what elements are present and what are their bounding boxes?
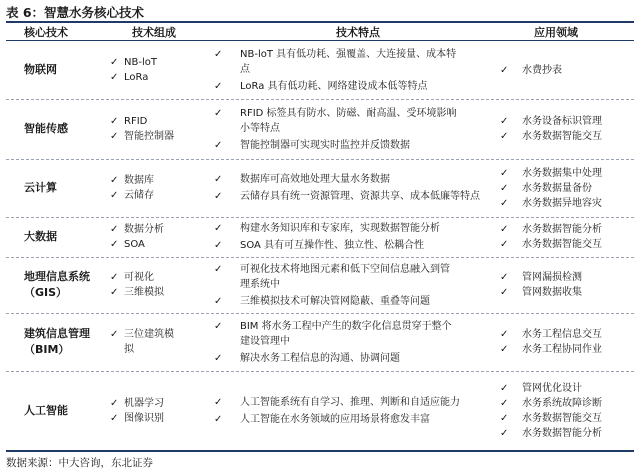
check-icon: ✓ bbox=[110, 116, 119, 127]
component-label: 智能控制器 bbox=[124, 131, 174, 142]
check-icon: ✓ bbox=[110, 175, 119, 186]
check-icon: ✓ bbox=[500, 344, 509, 355]
check-icon: ✓ bbox=[214, 48, 223, 60]
application-label: 水务数据异地容灾 bbox=[522, 197, 602, 209]
header-applications: 应用领域 bbox=[534, 26, 578, 39]
check-icon: ✓ bbox=[110, 190, 119, 201]
check-icon: ✓ bbox=[500, 197, 509, 209]
check-icon: ✓ bbox=[110, 398, 119, 409]
feature-text: 小等特点 bbox=[240, 122, 280, 134]
table-title: 表 6：智慧水务核心技术 bbox=[6, 5, 145, 20]
component-label: LoRa bbox=[124, 72, 149, 83]
row-separator bbox=[6, 217, 634, 218]
component-label: 机器学习 bbox=[124, 398, 164, 409]
application-label: 管网漏损检测 bbox=[522, 272, 582, 283]
check-icon: ✓ bbox=[500, 64, 509, 76]
check-icon: ✓ bbox=[214, 414, 223, 425]
check-icon: ✓ bbox=[500, 224, 509, 235]
check-icon: ✓ bbox=[500, 329, 509, 340]
application-label: 水务数据智能交互 bbox=[522, 131, 602, 142]
row-separator bbox=[6, 257, 634, 258]
component-label: 图像识别 bbox=[124, 413, 164, 424]
application-label: 水务数据集中处理 bbox=[522, 167, 602, 179]
application-label: 水务工程协同作业 bbox=[522, 344, 602, 355]
feature-text: 理系统中 bbox=[240, 278, 280, 290]
check-icon: ✓ bbox=[110, 72, 119, 83]
check-icon: ✓ bbox=[110, 224, 119, 235]
check-icon: ✓ bbox=[110, 131, 119, 142]
feature-text: 智能控制器可实现实时监控并反馈数据 bbox=[240, 139, 410, 151]
component-label: RFID bbox=[124, 116, 148, 127]
check-icon: ✓ bbox=[214, 174, 223, 185]
application-label: 管网数据收集 bbox=[522, 287, 582, 298]
component-label: 云储存 bbox=[124, 190, 154, 201]
core-tech-name: （BIM） bbox=[24, 343, 70, 356]
core-tech-name: （GIS） bbox=[24, 286, 68, 299]
feature-text: 可视化技术将地图元素和低下空间信息融入到管 bbox=[240, 263, 450, 275]
application-label: 管网优化设计 bbox=[522, 383, 582, 394]
row-separator bbox=[6, 159, 634, 160]
feature-text: 构建水务知识库和专家库，实现数据智能分析 bbox=[240, 223, 440, 234]
check-icon: ✓ bbox=[214, 80, 223, 92]
check-icon: ✓ bbox=[500, 287, 509, 298]
component-label: 可视化 bbox=[124, 272, 154, 283]
component-label: 数据库 bbox=[124, 175, 154, 186]
application-label: 水务数据智能交互 bbox=[522, 413, 602, 424]
component-label: 数据分析 bbox=[124, 224, 164, 235]
feature-text: 云储存具有统一资源管理、资源共享、成本低廉等特点 bbox=[240, 191, 480, 202]
feature-text: 数据库可高效地处理大量水务数据 bbox=[240, 174, 390, 185]
check-icon: ✓ bbox=[500, 239, 509, 250]
core-tech-name: 大数据 bbox=[24, 230, 57, 243]
feature-text: 三维模拟技术可解决管网隐蔽、重叠等问题 bbox=[240, 295, 430, 307]
check-icon: ✓ bbox=[214, 191, 223, 202]
component-label: 三维模拟 bbox=[124, 287, 164, 298]
check-icon: ✓ bbox=[214, 263, 223, 275]
check-icon: ✓ bbox=[110, 57, 119, 68]
check-icon: ✓ bbox=[214, 320, 223, 332]
application-label: 水务设备标识管理 bbox=[522, 116, 602, 127]
component-label: NB-loT bbox=[124, 57, 157, 68]
check-icon: ✓ bbox=[110, 329, 119, 340]
check-icon: ✓ bbox=[214, 352, 223, 364]
feature-text: SOA 具有可互操作性、独立性、松耦合性 bbox=[240, 240, 425, 251]
check-icon: ✓ bbox=[500, 131, 509, 142]
feature-text: 解决水务工程信息的沟通、协调问题 bbox=[240, 352, 400, 364]
application-label: 水务工程信息交互 bbox=[522, 329, 602, 340]
feature-text: LoRa 具有低功耗、网络建设成本低等特点 bbox=[240, 80, 428, 92]
feature-text: BIM 将水务工程中产生的数字化信息贯穿于整个 bbox=[240, 320, 452, 332]
core-tech-name: 地理信息系统 bbox=[24, 270, 90, 283]
row-separator bbox=[6, 371, 634, 372]
application-label: 水务数据智能分析 bbox=[522, 428, 602, 439]
check-icon: ✓ bbox=[500, 413, 509, 424]
application-label: 水务数据智能分析 bbox=[522, 224, 602, 235]
bottom-rule bbox=[6, 450, 634, 452]
application-label: 水务数据量备份 bbox=[522, 182, 592, 194]
check-icon: ✓ bbox=[110, 239, 119, 250]
component-label: 三位建筑模 bbox=[124, 329, 174, 340]
data-source: 数据来源：中大咨询，东北证券 bbox=[6, 457, 153, 469]
core-tech-name: 建筑信息管理 bbox=[24, 327, 90, 340]
check-icon: ✓ bbox=[500, 167, 509, 179]
header-rule bbox=[6, 40, 634, 41]
feature-text: 建设管理中 bbox=[240, 335, 290, 347]
check-icon: ✓ bbox=[214, 397, 223, 408]
row-separator bbox=[6, 313, 634, 314]
application-label: 水务系统故障诊断 bbox=[522, 398, 602, 409]
check-icon: ✓ bbox=[214, 107, 223, 119]
check-icon: ✓ bbox=[500, 116, 509, 127]
header-core: 核心技术 bbox=[24, 26, 68, 39]
feature-text: NB-loT 具有低功耗、强覆盖、大连接量、成本特 bbox=[240, 48, 457, 60]
check-icon: ✓ bbox=[214, 139, 223, 151]
component-label: SOA bbox=[124, 239, 145, 250]
check-icon: ✓ bbox=[500, 398, 509, 409]
core-tech-name: 物联网 bbox=[24, 63, 57, 76]
application-label: 水费抄表 bbox=[522, 64, 562, 76]
header-components: 技术组成 bbox=[132, 26, 176, 39]
check-icon: ✓ bbox=[500, 428, 509, 439]
check-icon: ✓ bbox=[500, 272, 509, 283]
check-icon: ✓ bbox=[214, 295, 223, 307]
top-rule bbox=[6, 21, 634, 23]
application-label: 水务数据智能交互 bbox=[522, 239, 602, 250]
check-icon: ✓ bbox=[214, 240, 223, 251]
check-icon: ✓ bbox=[500, 383, 509, 394]
core-tech-name: 智能传感 bbox=[24, 122, 68, 135]
check-icon: ✓ bbox=[214, 223, 223, 234]
check-icon: ✓ bbox=[110, 287, 119, 298]
feature-text: RFID 标签具有防水、防磁、耐高温、受环境影响 bbox=[240, 107, 457, 119]
component-label: 拟 bbox=[124, 344, 134, 355]
row-separator bbox=[6, 99, 634, 100]
core-tech-name: 云计算 bbox=[24, 181, 57, 194]
core-tech-name: 人工智能 bbox=[24, 404, 68, 417]
check-icon: ✓ bbox=[110, 272, 119, 283]
feature-text: 人工智能在水务领域的应用场景将愈发丰富 bbox=[240, 414, 430, 425]
header-features: 技术特点 bbox=[336, 26, 380, 39]
check-icon: ✓ bbox=[500, 182, 509, 194]
feature-text: 点 bbox=[240, 63, 250, 75]
feature-text: 人工智能系统有自学习、推理、判断和自适应能力 bbox=[240, 397, 460, 408]
check-icon: ✓ bbox=[110, 413, 119, 424]
